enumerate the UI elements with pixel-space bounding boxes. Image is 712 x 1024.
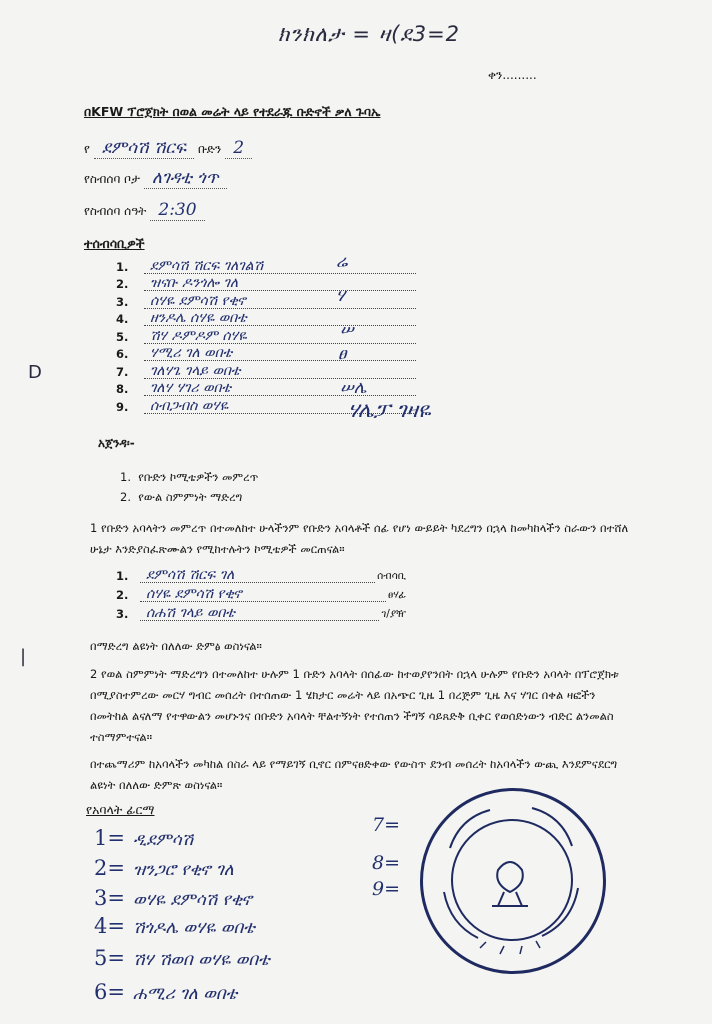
list-item: 1. ደምሳሽ ሽርፍ ገለ ሰብሳቢ: [116, 568, 406, 583]
attendee-signature: ሬ: [336, 252, 348, 272]
member-signature: 2= ዝንጋሮ የቂኖ ገለ: [94, 856, 234, 880]
official-stamp: [420, 788, 606, 974]
attendee-signature: ሃ: [336, 286, 346, 306]
member-signature: 5= ሽሃ ሽወበ ወሃዬ ወበቴ: [94, 946, 270, 970]
member-signature: 1= ዲደምሳሽ: [94, 826, 194, 850]
attendees-list: [116, 256, 416, 414]
agenda-item: 2. የውል ስምምነት ማድረግ: [120, 490, 243, 504]
agenda-label: አጀንዳ፡-: [98, 436, 135, 450]
list-item: 8. ገለሃ ሃገሪ ወበቴ: [116, 379, 416, 397]
document-heading: በKFW ፕሮጀክት በወል መሬት ላይ የተደራጁ ቡድኖች ቃለ ጉባኤ: [84, 104, 381, 119]
list-item: 5. ሽሃ ዶምዶም ሰሃዬ: [116, 326, 416, 344]
group-name-field: የ ደምሳሽ ሽርፍ ቡድን 2: [84, 138, 256, 158]
list-item: 3. ሰሐሽ ገላይ ወበቴ ገ/ያዥ: [116, 606, 406, 621]
meeting-place-field: የስብሰባ ቦታ ለገዳቲ ጎጥ: [84, 168, 231, 188]
member-signature: 3= ወሃዬ ደምሳሽ የቂኖ: [94, 886, 252, 910]
additional-paragraph: በተጨማሪም ከአባላችን መካከል በስራ ላይ የማይገኝ ቢኖር በምናፀድቀው የውስጥ ደንብ መሰረት ከአባላችን ውጪ እንደምናደርግ ልዩነት በለለው ድምጽ ወስነናል።: [90, 757, 618, 792]
date-field: ቀን.........: [488, 68, 537, 82]
list-item: 2. ሰሃዬ ደምሳሽ የቂኖ ፀሃፊ: [116, 587, 406, 602]
attendee-signature: ሃሌፓ ገዛዬ: [348, 398, 431, 422]
member-signature-number: 7=: [372, 814, 401, 836]
committee-list: [116, 564, 406, 621]
signatures-heading: የአባላት ፊርማ: [86, 802, 155, 817]
member-signature-number: 8=: [372, 852, 401, 874]
list-item: 9. ሰብጋብስ ወሃዬ: [116, 396, 416, 414]
meeting-time-field: የስብሰባ ሰዓት 2:30: [84, 200, 209, 220]
list-item: 7. ገለሃጌ ገላይ ወበቴ: [116, 361, 416, 379]
member-signature: 4= ሽጎዶሌ ወሃዬ ወበቴ: [94, 914, 255, 938]
meeting-place-value: ለገዳቲ ጎጥ: [144, 168, 227, 189]
list-item: 4. ዘንዶሌ ሰሃዬ ወበቴ: [116, 309, 416, 327]
attendees-heading: ተሰብሳቢዎች: [84, 236, 145, 251]
margin-mark: |: [20, 646, 27, 667]
meeting-time-value: 2:30: [150, 200, 204, 221]
handwritten-title: ክንክለታ = ዛ(ደ3=2: [278, 22, 461, 46]
stamp-emblem-icon: [420, 788, 600, 968]
group-name-value: ደምሳሽ ሽርፍ: [94, 138, 194, 159]
attendee-signature: ሠሌ: [340, 378, 367, 398]
agreement-paragraph: 2 የወል ስምምነት ማድረግን በተመለከተ ሁሉም 1 ቡድን አባላት በሰፊው ከተወያየንበት በኋላ ሁሉም የቡድን አባላት በፕሮጀክቱ በሚያስተምረው መርሃ ግብር መሰረት በተሰጠው 1 ሄክታር መሬት ላይ በአጭር ጊዜ 1 በረጅም ጊዜ እና ሃገር በቀል ዛፎችን በመትከል ልናለማ የተዋውልን መሆኑንና በቡድን አባላት ቸልተኝነት የተሰጠን ችግኝ ሳይጸድቅ ቢቀር የወሰድነውን ብድር ልንመልስ ተስማምተናል።: [90, 667, 619, 744]
member-signature: 6= ሐሚሪ ገለ ወበቴ: [94, 980, 238, 1004]
agenda-item: 1. የቡድን ኮሚቴዎችን መምረጥ: [120, 470, 259, 484]
margin-mark: D: [28, 362, 42, 383]
list-item: 6. ሃሚሪ ገለ ወበቴ: [116, 344, 416, 362]
attendee-signature: ሠ: [340, 320, 354, 340]
list-item: 2. ዝናቡ ዶንጎሎ ገለ: [116, 274, 416, 292]
committee-paragraph: 1 የቡድን አባላትን መምረጥ በተመለከተ ሁላችንም የቡድን አባላቶች ሰፊ የሆነ ውይይት ካደረግን በኋላ ከመካከላችን ስራውን በተሸለ ሁኔታ እንድያስፈጽሙልን የሚከተሉትን ኮሚቴዎች መርጠናል።: [90, 521, 629, 556]
attendee-signature: ፀ: [338, 344, 347, 364]
decision-text: በማድረግ ልዩነት በለለው ድምፅ ወስነናል።: [90, 639, 262, 653]
list-item: 3. ሰሃዬ ደምሳሽ የቂኖ: [116, 291, 416, 309]
group-number-value: 2: [225, 138, 252, 159]
member-signature-number: 9=: [372, 878, 401, 900]
list-item: 1. ደምሳሽ ሽርፍ ገለገልሽ: [116, 256, 416, 274]
